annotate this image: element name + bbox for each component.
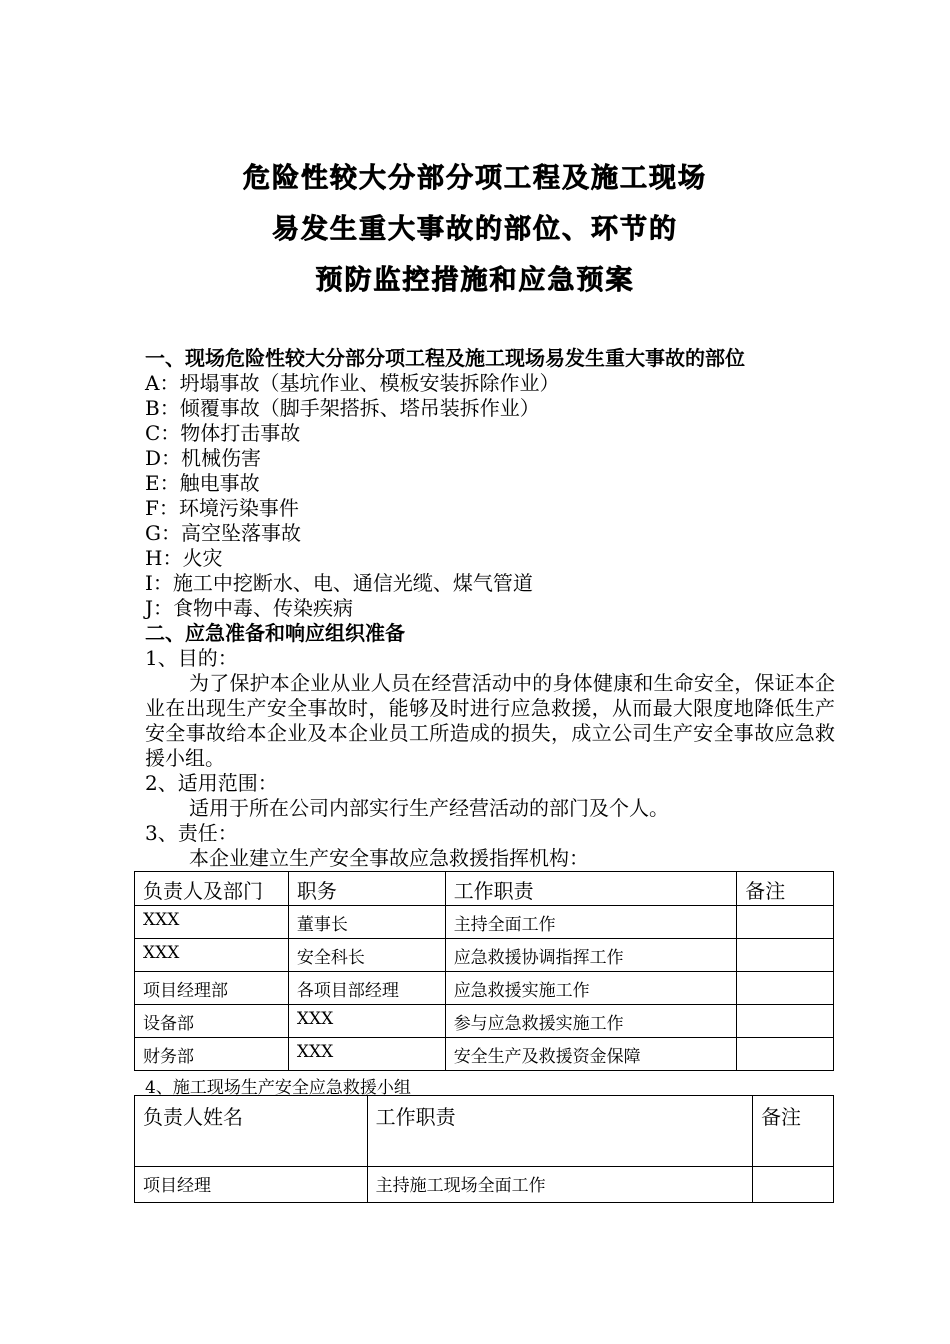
table-header-row bbox=[135, 872, 834, 906]
command-structure-table bbox=[134, 871, 834, 1071]
document-body bbox=[145, 346, 835, 871]
hazard-item-g: G：高空坠落事故 bbox=[145, 521, 301, 545]
table-row bbox=[135, 1005, 834, 1038]
responsibility-paragraph: 本企业建立生产安全事故应急救援指挥机构： bbox=[189, 846, 589, 870]
hazard-item-h: H：火灾 bbox=[145, 546, 223, 570]
table-cell: 各项目部经理 bbox=[288, 972, 445, 1005]
hazard-item-a: A：坍塌事故（基坑作业、模板安装拆除作业） bbox=[145, 371, 560, 395]
scope-label: 2、适用范围： bbox=[145, 771, 278, 795]
table-cell bbox=[737, 1038, 834, 1071]
table-cell: 安全生产及救援资金保障 bbox=[445, 1038, 737, 1071]
table-cell: XXX bbox=[288, 1038, 445, 1071]
table-cell: 应急救援实施工作 bbox=[445, 972, 737, 1005]
table-cell: 安全科长 bbox=[288, 939, 445, 972]
table-cell bbox=[737, 939, 834, 972]
header-cell: 备注 bbox=[753, 1096, 834, 1167]
table-cell bbox=[753, 1167, 834, 1203]
rescue-team-table bbox=[134, 1095, 834, 1203]
table-cell: 参与应急救援实施工作 bbox=[445, 1005, 737, 1038]
header-cell: 负责人姓名 bbox=[135, 1096, 368, 1167]
table-cell: XXX bbox=[135, 939, 289, 972]
hazard-item-b: B：倾覆事故（脚手架搭拆、塔吊装拆作业） bbox=[145, 396, 540, 420]
table-row bbox=[135, 1167, 834, 1203]
table-cell: XXX bbox=[135, 906, 289, 939]
hazard-item-j: J：食物中毒、传染疾病 bbox=[145, 596, 354, 620]
section-1-heading: 一、现场危险性较大分部分项工程及施工现场易发生重大事故的部位 bbox=[145, 346, 745, 370]
hazard-item-c: C：物体打击事故 bbox=[145, 421, 301, 445]
header-cell: 备注 bbox=[737, 872, 834, 906]
table-cell bbox=[737, 972, 834, 1005]
table-cell: 设备部 bbox=[135, 1005, 289, 1038]
hazard-item-i: I：施工中挖断水、电、通信光缆、煤气管道 bbox=[145, 571, 533, 595]
hazard-item-e: E：触电事故 bbox=[145, 471, 260, 495]
table-cell: 项目经理部 bbox=[135, 972, 289, 1005]
document-title-line-3: 预防监控措施和应急预案 bbox=[315, 265, 635, 296]
header-cell: 工作职责 bbox=[445, 872, 737, 906]
table-cell bbox=[737, 1005, 834, 1038]
header-cell: 负责人及部门 bbox=[135, 872, 289, 906]
purpose-label: 1、目的： bbox=[145, 646, 238, 670]
table-cell: 主持全面工作 bbox=[445, 906, 737, 939]
table-row bbox=[135, 939, 834, 972]
table-cell: 主持施工现场全面工作 bbox=[367, 1167, 752, 1203]
responsibility-label: 3、责任： bbox=[145, 821, 238, 845]
section-2-heading: 二、应急准备和响应组织准备 bbox=[145, 621, 405, 645]
hazard-item-d: D：机械伤害 bbox=[145, 446, 262, 470]
document-title-line-2: 易发生重大事故的部位、环节的 bbox=[272, 214, 678, 245]
table-cell: 应急救援协调指挥工作 bbox=[445, 939, 737, 972]
header-cell: 工作职责 bbox=[367, 1096, 752, 1167]
rescue-team-caption: 4、施工现场生产安全应急救援小组 bbox=[145, 1078, 411, 1098]
document-title-line-1: 危险性较大分部分项工程及施工现场 bbox=[243, 163, 707, 194]
purpose-paragraph: 为了保护本企业从业人员在经营活动中的身体健康和生命安全，保证本企业在出现生产安全事故时，能够及时进行应急救援，从而最大限度地降低生产安全事故给本企业及本企业员工所造成的损失，成立公司生产安全事故应急救援小组。 bbox=[145, 671, 835, 770]
table-row bbox=[135, 1038, 834, 1071]
table-cell: 项目经理 bbox=[135, 1167, 368, 1203]
table-header-row bbox=[135, 1096, 834, 1167]
header-cell: 职务 bbox=[288, 872, 445, 906]
table-cell bbox=[737, 906, 834, 939]
table-cell: 董事长 bbox=[288, 906, 445, 939]
table-row bbox=[135, 972, 834, 1005]
hazard-item-f: F：环境污染事件 bbox=[145, 496, 299, 520]
scope-paragraph: 适用于所在公司内部实行生产经营活动的部门及个人。 bbox=[189, 796, 669, 820]
table-cell: XXX bbox=[288, 1005, 445, 1038]
table-row bbox=[135, 906, 834, 939]
table-cell: 财务部 bbox=[135, 1038, 289, 1071]
